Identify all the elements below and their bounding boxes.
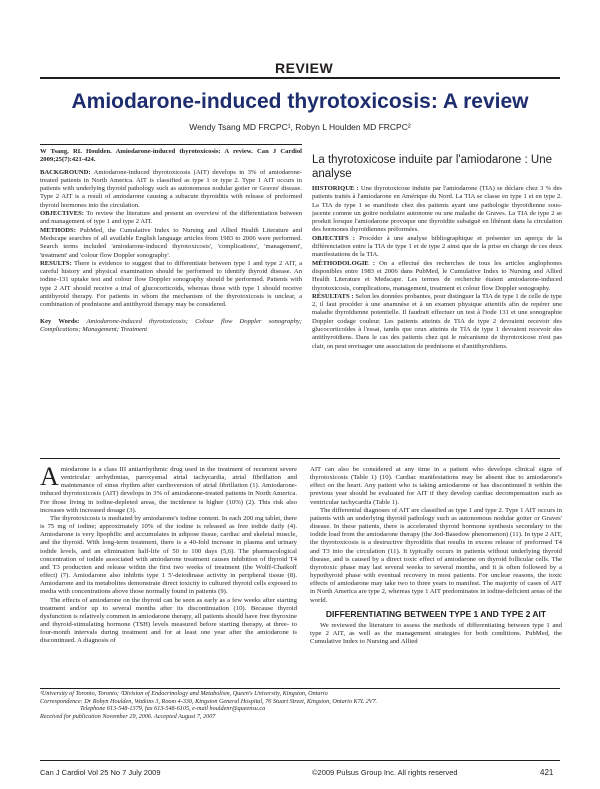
body-paragraph: The differential diagnoses of AIT are classified as type 1 and type 2. Type 1 AIT occurs in patients with an underlying thyroid pathology such as autonomous nodular goiter or Graves' disease. In these patients, there is accelerated thyroid hormone synthesis secondary to the iodide load from the amiodarone therapy (the Jod-Basedow phenomenon) (11). In type 2 AIT, the thyrotoxicosis is a destructive thyroiditis that results in excess release of preformed T4 and T3 into the circulation (11). It typically occurs in patients without underlying thyroid disease, and is caused by a direct toxic effect of amiodarone on thyroid follicular cells. The thyrotoxic phase may last several weeks to several months, and it is often followed by a hypothyroid phase with eventual recovery in most patients. For unclear reasons, the toxic effects of amiodarone may take two to three years to manifest. The majority of cases of AIT in North America are type 2, whereas type 1 AIT predominates in iodine-deficient areas of the world. [310, 506, 562, 604]
page-number: 421 [540, 768, 554, 777]
received-date: Received for publication November 29, 2006. Accepted August 7, 2007 [40, 712, 216, 720]
abstract-objectives: OBJECTIVES: To review the literature and present an overview of the differentiation between and management of type 1 and type 2 AIT. [40, 210, 303, 226]
abstract-background: BACKGROUND: Amiodarone-induced thyrotoxicosis (AIT) develops in 3% of amiodarone-treated patients in North America. AIT is classified as type 1 or type 2. Type 1 AIT occurs in patients with underlying thyroid pathology such as autonomous nodular goiter or Graves' disease. Type 2 AIT is a result of amiodarone causing a subacute thyroiditis with release of preformed thyroid hormones into the circulation. [40, 168, 302, 209]
body-right-column [310, 466, 562, 646]
french-historique: HISTORIQUE : Une thyrotoxicose induite par l'amiodarone (TIA) se déclare chez 3 % des patients traités à l'amiodarone en Amérique du Nord. La TIA se classe en type 1 et en type 2. La TIA de type 1 se manifeste chez des patients ayant une pathologie thyroïdienne sous-jacente comme un goitre nodulaire autonome ou une maladie de Graves. La TIA de type 2 se produit lorsque l'amiodarone provoque une thyroïdite subaiguë en libérant dans la circulation des hormones thyroïdiennes préformées. [312, 185, 562, 234]
body-paragraph: The thyrotoxicosis is mediated by amiodarone's iodine content. In each 200 mg tablet, there is 75 mg of iodine; approximately 10% of the iodine is released as free iodide daily (4). Amiodarone is very lipophilic and accumulates in adipose tissue, cardiac and skeletal muscle, and the thyroid. With long-term treatment, there is a 40-fold increase in plasma and urinary iodide levels, and an elimination half-life of 50 to 100 days (5,6). The pharmacological concentration of iodide associated with amiodarone treatment causes inhibition of thyroid T4 and T3 production and release within the first two weeks of treatment (the Wolff-Chaikoff effect) (7). Amiodarone also inhibits type 1 5'-deiodinase activity in peripheral tissue (8). Amiodarone and its metabolites demonstrate direct toxicity to cultured thyroid cells exposed to media with concentrations above those normally found in patients (9). [40, 514, 297, 596]
french-methodologie: MÉTHODOLOGIE : On a effectué des recherches de tous les articles anglophones disponibles entre 1983 et 2006 dans PubMed, le Cumulative Index to Nursing and Allied Health Literature et Medscape. Les termes de recherche étaient amiodarone-induced thyrotoxicosis, complications, management, treatment et colour flow Doppler sonography. [312, 259, 562, 292]
header-rule [40, 77, 560, 79]
body-paragraph: Amiodarone is a class III antiarrhythmic drug used in the treatment of recurrent severe ventricular arrhythmias, paroxysmal atrial tachycardia, atrial fibrillation and maintenance of sinus rhythm after cardioversion of atrial fibrillation (1). Amiodarone-induced thyrotoxicosis (AIT) develops in 3% of amiodarone-treated patients in North America. For those living in iodine-depleted areas, the incidence is higher (10%) (2). This risk also increases with increased dosage (3). [40, 462, 297, 514]
footer-copyright: ©2009 Pulsus Group Inc. All rights reserved [312, 768, 458, 777]
keywords: Key Words: Amiodarone-induced thyrotoxicosis; Colour flow Doppler sonography; Complications; Management; Treatment [40, 317, 302, 333]
abstract-french [312, 185, 562, 351]
section-label: REVIEW [275, 60, 334, 76]
footnotes [40, 690, 560, 720]
citation: W Tsang, RL Houlden. Amiodarone-induced thyrotoxicosis: A review. Can J Cardiol 2009;25(7):421-424. [40, 148, 302, 164]
article-title: Amiodarone-induced thyrotoxicosis: A review [71, 90, 529, 113]
body-paragraph: AIT can also be considered at any time in a patient who develops clinical signs of thyrotoxicosis (Table 1) (10). Cardiac manifestations may be absent due to amiodarone's effect on the heart. Any patient who is taking amiodarone or has discontinued it within the previous year should be evaluated for AIT if they develop cardiac decompensation such as ventricular tachycardia (Table 1). [310, 466, 562, 506]
body-left-column [40, 462, 297, 645]
correspondence: Correspondence: Dr Robyn Houlden, Watkins 3, Room 4-330, Kingston General Hospital, 76 Stuart Street, Kingston, Ontario K7L 2V7. [40, 697, 378, 705]
drop-cap: A [40, 462, 59, 491]
french-title: La thyrotoxicose induite par l'amiodarone : Une analyse [312, 154, 553, 180]
affiliations: ¹University of Toronto, Toronto; ²Division of Endocrinology and Metabolism, Queen's University, Kingston, Ontario [40, 690, 328, 697]
footer-rule [40, 760, 560, 761]
abstract-methods: METHODS: PubMed, the Cumulative Index to Nursing and Allied Health Literature and Medscape searches of all available English language articles from 1983 to 2006 were performed. Search terms included 'amiodarone-induced thyrotoxicosis', 'complications', 'management', 'treatment' and 'colour flow Doppler sonography'. [40, 226, 303, 259]
section-subheading: DIFFERENTIATING BETWEEN TYPE 1 AND TYPE 2 AIT [325, 608, 547, 619]
french-objectifs: OBJECTIFS : Procéder à une analyse bibliographique et présenter un aperçu de la différenciation entre la TIA de type 1 et de type 2 ainsi que de la prise en charge de ces deux manifestations de la TIA. [312, 234, 562, 259]
abstract-english [40, 144, 302, 334]
abstract-bottom-rule [40, 458, 560, 459]
abstract-top-rule [40, 144, 302, 145]
footer-journal: Can J Cardiol Vol 25 No 7 July 2009 [40, 768, 161, 777]
french-resultats: RÉSULTATS : Selon les données probantes, pour distinguer la TIA de type 1 de celle de type 2, il faut procéder à une anamnèse et à un examen physique attentifs afin de repérer une maladie thyroïdienne potentielle. Il faudrait effectuer un test à l'iode 131 et une sonographie Doppler codage couleur. Les patients atteints de TIA de type 2 devraient recevoir des glucocorticoïdes à l'essai, tandis que ceux atteints de TIA de type 1 devraient recevoir des antithyroïdiens. Dans le cas des patients chez qui le mécanisme de thyrotoxicose n'est pas clair, on peut envisager une association de prednisone et d'antithyroïdiens. [312, 292, 562, 350]
body-paragraph: The effects of amiodarone on the thyroid can be seen as early as a few weeks after starting treatment and/or up to several months after its discontinuation (10). Because thyroid dysfunction is relatively common in amiodarone therapy, all patients should have free thyroxine and thyroid-stimulating hormone (TSH) levels measured before starting therapy, at three- to four-month intervals during treatment and for at least one year after the amiodarone is discontinued. A diagnosis of [40, 596, 297, 645]
contact: Telephone 613-548-1379, fax 613-548-6105, e-mail houldenr@queensu.ca [80, 705, 266, 713]
abstract-results: RESULTS: There is evidence to suggest that to differentiate between type 1 and type 2 AIT, a careful history and physical examination should be performed to identify thyroid disease. An iodine-131 uptake test and colour flow Doppler sonography should be performed. Patients with type 2 AIT should receive a trial of glucocorticoids, whereas those with type 1 should receive antithyroid therapy. For patients in whom the mechanism of the thyrotoxicosis is unclear, a combination of prednisone and antithyroid therapy may be considered. [40, 259, 302, 309]
article-authors: Wendy Tsang MD FRCPC¹, Robyn L Houlden MD FRCPC² [189, 122, 411, 132]
footnote-rule [40, 688, 560, 689]
body-paragraph: We reviewed the literature to assess the methods of differentiating between type 1 and type 2 AIT, as well as the management strategies for both conditions. PubMed, the Cumulative Index to Nursing and Allied [310, 621, 562, 645]
